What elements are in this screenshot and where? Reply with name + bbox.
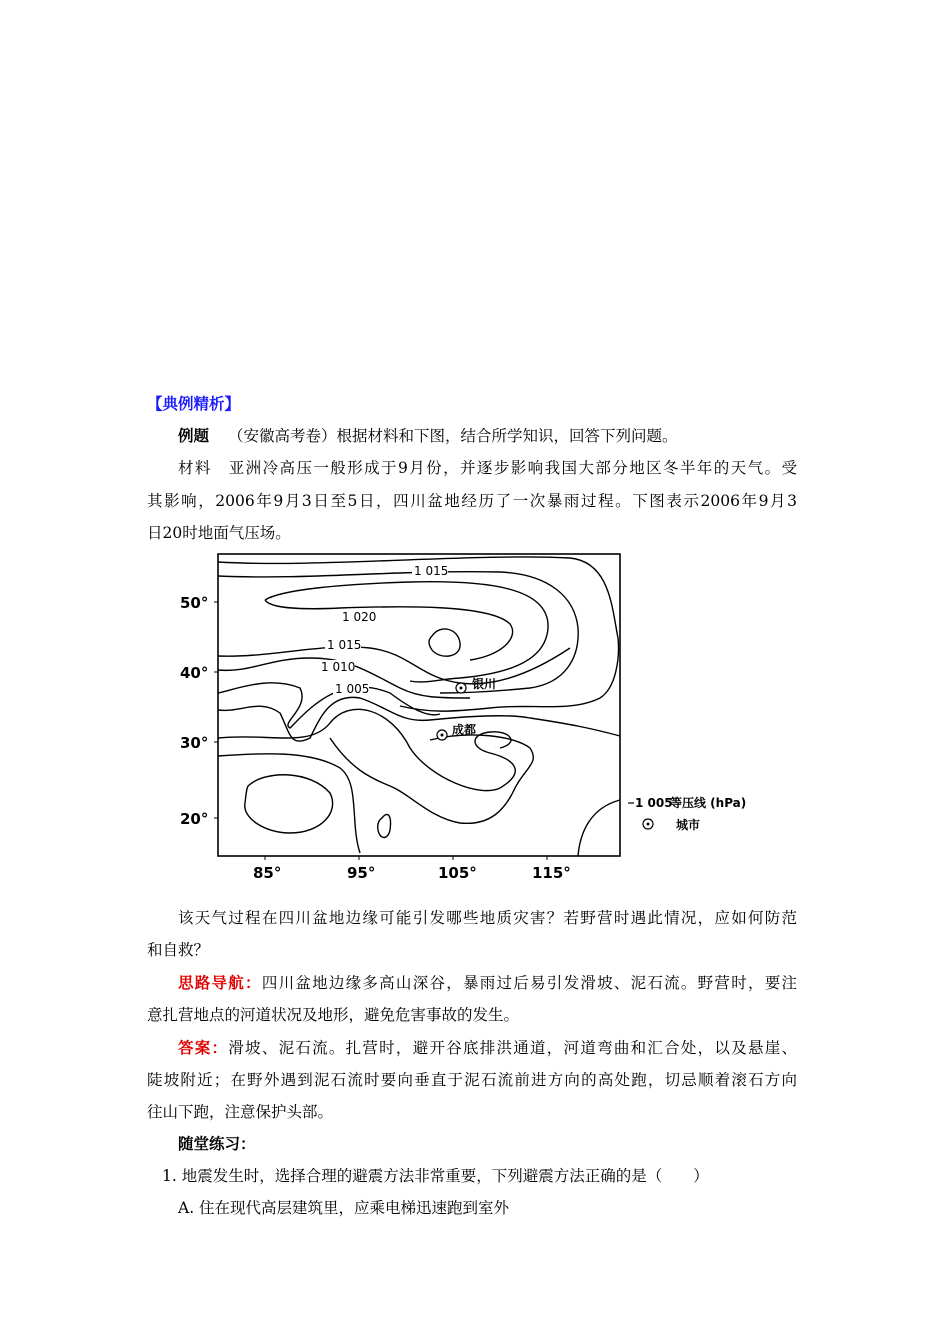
isobar [330,735,533,823]
isobar-label: 1 010 [321,660,356,674]
lat-tick: 20° [180,810,209,828]
answer-label: 答案： [178,1039,229,1057]
isobar-label: 1 005 [335,682,370,696]
analysis-label: 思路导航： [178,974,262,992]
map-frame [218,554,620,856]
isobar-label: 1 015 [414,564,449,578]
example-intro: （安徽高考卷）根据材料和下图，结合所学知识，回答下列问题。 [227,427,678,445]
city-marker-yinchuan [456,683,466,693]
material-line-2: 其影响，2006年9月3日至5日，四川盆地经历了一次暴雨过程。下图表示2006年9月3 [147,492,797,510]
question-line-2: 和自救？ [147,941,210,959]
analysis-line-2: 意扎营地点的河道状况及地形，避免危害事故的发生。 [147,1006,520,1024]
isobar [218,557,618,711]
isobar [218,697,620,741]
lon-tick: 115° [532,864,571,882]
isobar [265,600,513,660]
answer-line-2: 陡坡附近；在野外遇到泥石流时要向垂直于泥石流前进方向的高处跑，切忌顺着滚石方向 [147,1071,797,1089]
legend-city-text: 城市 [676,818,701,832]
example-label: 例题 [178,427,210,445]
legend-isobar-value: 1 005 [635,796,673,810]
city-marker-chengdu [437,730,447,740]
lon-tick: 85° [253,864,282,882]
legend-isobar-text: 等压线 (hPa) [670,796,747,810]
material-line-3: 日20时地面气压场。 [147,524,291,542]
lon-tick: 105° [438,864,477,882]
analysis-text: 四川盆地边缘多高山深谷，暴雨过后易引发滑坡、泥石流。野营时，要注 [261,974,797,992]
city-label: 银川 [472,677,497,691]
analysis-line-1 [178,973,797,993]
isobar [245,775,333,833]
isobar-label: 1 015 [327,638,362,652]
isobar [265,582,548,682]
isobar-label: 1 020 [342,610,377,624]
practice-option-a: A. 住在现代高层建筑里，应乘电梯迅速跑到室外 [178,1199,510,1217]
lat-tick: 30° [180,734,209,752]
answer-line-1 [178,1038,797,1058]
answer-text: 滑坡、泥石流。扎营时，避开谷底排洪通道，河道弯曲和汇合处，以及悬崖、 [228,1039,797,1057]
lon-tick: 95° [347,864,376,882]
isobar [218,572,578,693]
pressure-map [170,548,790,888]
lat-tick: 40° [180,664,209,682]
answer-line-3: 往山下跑，注意保护头部。 [147,1103,334,1121]
isobar [378,814,391,837]
city-label: 成都 [452,723,477,737]
question-line-1: 该天气过程在四川盆地边缘可能引发哪些地质灾害？若野营时遇此情况，应如何防范 [178,909,797,927]
example-line [178,426,677,446]
isobar [578,800,620,856]
section-title: 【典例精析】 [147,395,241,413]
isobar [429,629,460,656]
isobar [218,754,360,853]
practice-question-1: 1. 地震发生时，选择合理的避震方法非常重要，下列避震方法正确的是（ ） [162,1167,709,1185]
isobar [218,683,440,728]
practice-title: 随堂练习： [178,1135,256,1153]
legend-city-icon [643,819,653,829]
lat-tick: 50° [180,594,209,612]
material-line-1: 材料 亚洲冷高压一般形成于9月份，并逐步影响我国大部分地区冬半年的天气。受 [178,459,797,477]
